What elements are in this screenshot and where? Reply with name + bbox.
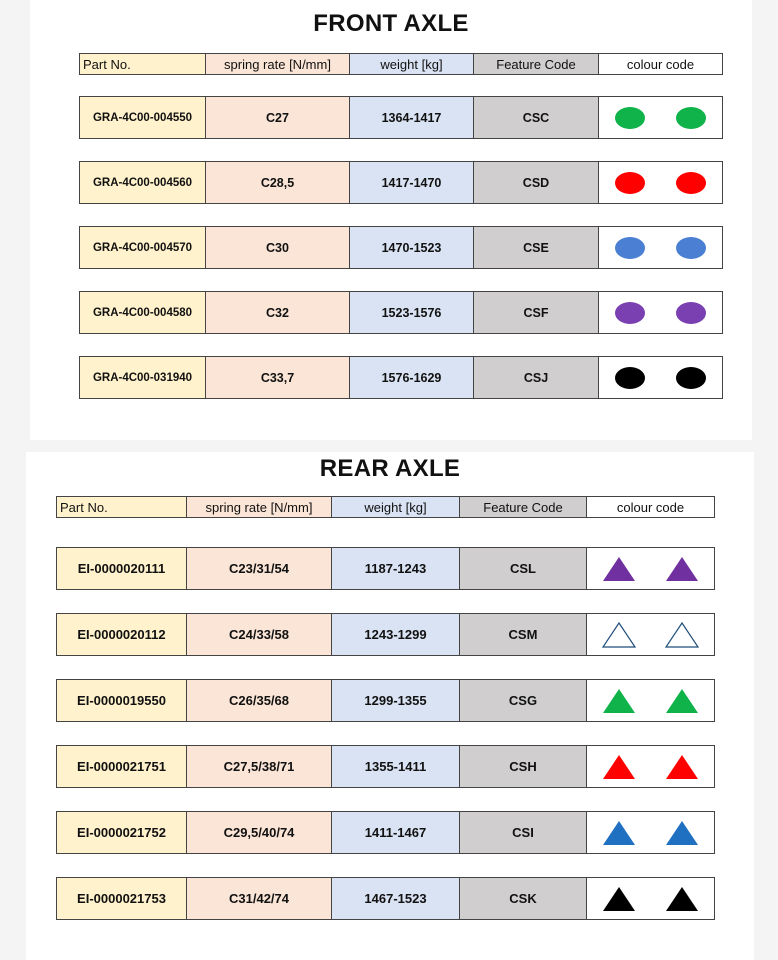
- colour-code-cell: [598, 226, 723, 269]
- spring-rate-cell: C30: [205, 226, 350, 269]
- colour-code-cell: [598, 96, 723, 139]
- weight-cell: 1470-1523: [349, 226, 474, 269]
- weight-cell: 1299-1355: [331, 679, 460, 722]
- part-no-cell: GRA-4C00-031940: [79, 356, 206, 399]
- table-row: [56, 877, 715, 920]
- colour-triangle-icon: [664, 555, 700, 583]
- weight-cell: 1411-1467: [331, 811, 460, 854]
- feature-code-cell: CSH: [459, 745, 587, 788]
- colour-dot-icon: [676, 302, 706, 324]
- table-row: [79, 96, 723, 139]
- colour-dot-icon: [615, 302, 645, 324]
- feature-code-cell: CSC: [473, 96, 599, 139]
- header-weight: weight [kg]: [349, 53, 474, 75]
- table-row: [56, 679, 715, 722]
- colour-triangle-icon: [664, 621, 700, 649]
- weight-cell: 1355-1411: [331, 745, 460, 788]
- spring-rate-cell: C33,7: [205, 356, 350, 399]
- part-no-cell: EI-0000021752: [56, 811, 187, 854]
- colour-triangle-icon: [664, 687, 700, 715]
- front-axle-title: FRONT AXLE: [313, 10, 469, 37]
- front-header-row: [79, 53, 723, 75]
- spring-rate-cell: C26/35/68: [186, 679, 332, 722]
- colour-dot-icon: [615, 172, 645, 194]
- feature-code-cell: CSD: [473, 161, 599, 204]
- feature-code-cell: CSF: [473, 291, 599, 334]
- weight-cell: 1467-1523: [331, 877, 460, 920]
- table-row: [56, 745, 715, 788]
- spring-rate-cell: C31/42/74: [186, 877, 332, 920]
- part-no-cell: GRA-4C00-004570: [79, 226, 206, 269]
- header-weight: weight [kg]: [331, 496, 460, 518]
- header-feature-code: Feature Code: [473, 53, 599, 75]
- colour-triangle-icon: [664, 819, 700, 847]
- colour-dot-icon: [676, 367, 706, 389]
- spring-rate-cell: C29,5/40/74: [186, 811, 332, 854]
- table-row: [56, 811, 715, 854]
- colour-code-cell: [586, 811, 715, 854]
- table-row: [56, 613, 715, 656]
- colour-code-cell: [598, 161, 723, 204]
- colour-dot-icon: [615, 367, 645, 389]
- colour-code-cell: [586, 877, 715, 920]
- part-no-cell: EI-0000021753: [56, 877, 187, 920]
- table-row: [79, 356, 723, 399]
- weight-cell: 1576-1629: [349, 356, 474, 399]
- feature-code-cell: CSG: [459, 679, 587, 722]
- header-colour-code: colour code: [598, 53, 723, 75]
- weight-cell: 1243-1299: [331, 613, 460, 656]
- part-no-cell: EI-0000020112: [56, 613, 187, 656]
- spring-rate-cell: C27: [205, 96, 350, 139]
- table-row: [56, 547, 715, 590]
- colour-code-cell: [586, 613, 715, 656]
- header-spring-rate: spring rate [N/mm]: [205, 53, 350, 75]
- part-no-cell: GRA-4C00-004580: [79, 291, 206, 334]
- rear-axle-title: REAR AXLE: [319, 455, 461, 482]
- table-row: [79, 291, 723, 334]
- header-part-no: Part No.: [79, 53, 206, 75]
- colour-code-cell: [598, 356, 723, 399]
- part-no-cell: EI-0000019550: [56, 679, 187, 722]
- part-no-cell: EI-0000020111: [56, 547, 187, 590]
- spring-rate-cell: C32: [205, 291, 350, 334]
- colour-dot-icon: [676, 237, 706, 259]
- rear-header-row: [56, 496, 715, 518]
- weight-cell: 1364-1417: [349, 96, 474, 139]
- part-no-cell: EI-0000021751: [56, 745, 187, 788]
- header-colour-code: colour code: [586, 496, 715, 518]
- weight-cell: 1523-1576: [349, 291, 474, 334]
- colour-code-cell: [586, 745, 715, 788]
- colour-triangle-icon: [664, 885, 700, 913]
- spring-rate-cell: C27,5/38/71: [186, 745, 332, 788]
- header-spring-rate: spring rate [N/mm]: [186, 496, 332, 518]
- header-part-no: Part No.: [56, 496, 187, 518]
- feature-code-cell: CSL: [459, 547, 587, 590]
- spring-rate-cell: C23/31/54: [186, 547, 332, 590]
- front-axle-panel: [30, 0, 752, 440]
- feature-code-cell: CSK: [459, 877, 587, 920]
- colour-dot-icon: [676, 107, 706, 129]
- part-no-cell: GRA-4C00-004550: [79, 96, 206, 139]
- colour-triangle-icon: [601, 555, 637, 583]
- colour-triangle-icon: [601, 885, 637, 913]
- table-row: [79, 161, 723, 204]
- colour-triangle-icon: [601, 753, 637, 781]
- feature-code-cell: CSI: [459, 811, 587, 854]
- colour-code-cell: [586, 547, 715, 590]
- table-row: [79, 226, 723, 269]
- colour-dot-icon: [615, 237, 645, 259]
- spring-rate-cell: C28,5: [205, 161, 350, 204]
- colour-triangle-icon: [601, 687, 637, 715]
- part-no-cell: GRA-4C00-004560: [79, 161, 206, 204]
- colour-triangle-icon: [601, 621, 637, 649]
- rear-axle-panel: [26, 452, 754, 960]
- feature-code-cell: CSJ: [473, 356, 599, 399]
- weight-cell: 1417-1470: [349, 161, 474, 204]
- colour-triangle-icon: [664, 753, 700, 781]
- feature-code-cell: CSE: [473, 226, 599, 269]
- colour-dot-icon: [676, 172, 706, 194]
- colour-triangle-icon: [601, 819, 637, 847]
- colour-code-cell: [586, 679, 715, 722]
- feature-code-cell: CSM: [459, 613, 587, 656]
- colour-dot-icon: [615, 107, 645, 129]
- spring-rate-cell: C24/33/58: [186, 613, 332, 656]
- colour-code-cell: [598, 291, 723, 334]
- weight-cell: 1187-1243: [331, 547, 460, 590]
- header-feature-code: Feature Code: [459, 496, 587, 518]
